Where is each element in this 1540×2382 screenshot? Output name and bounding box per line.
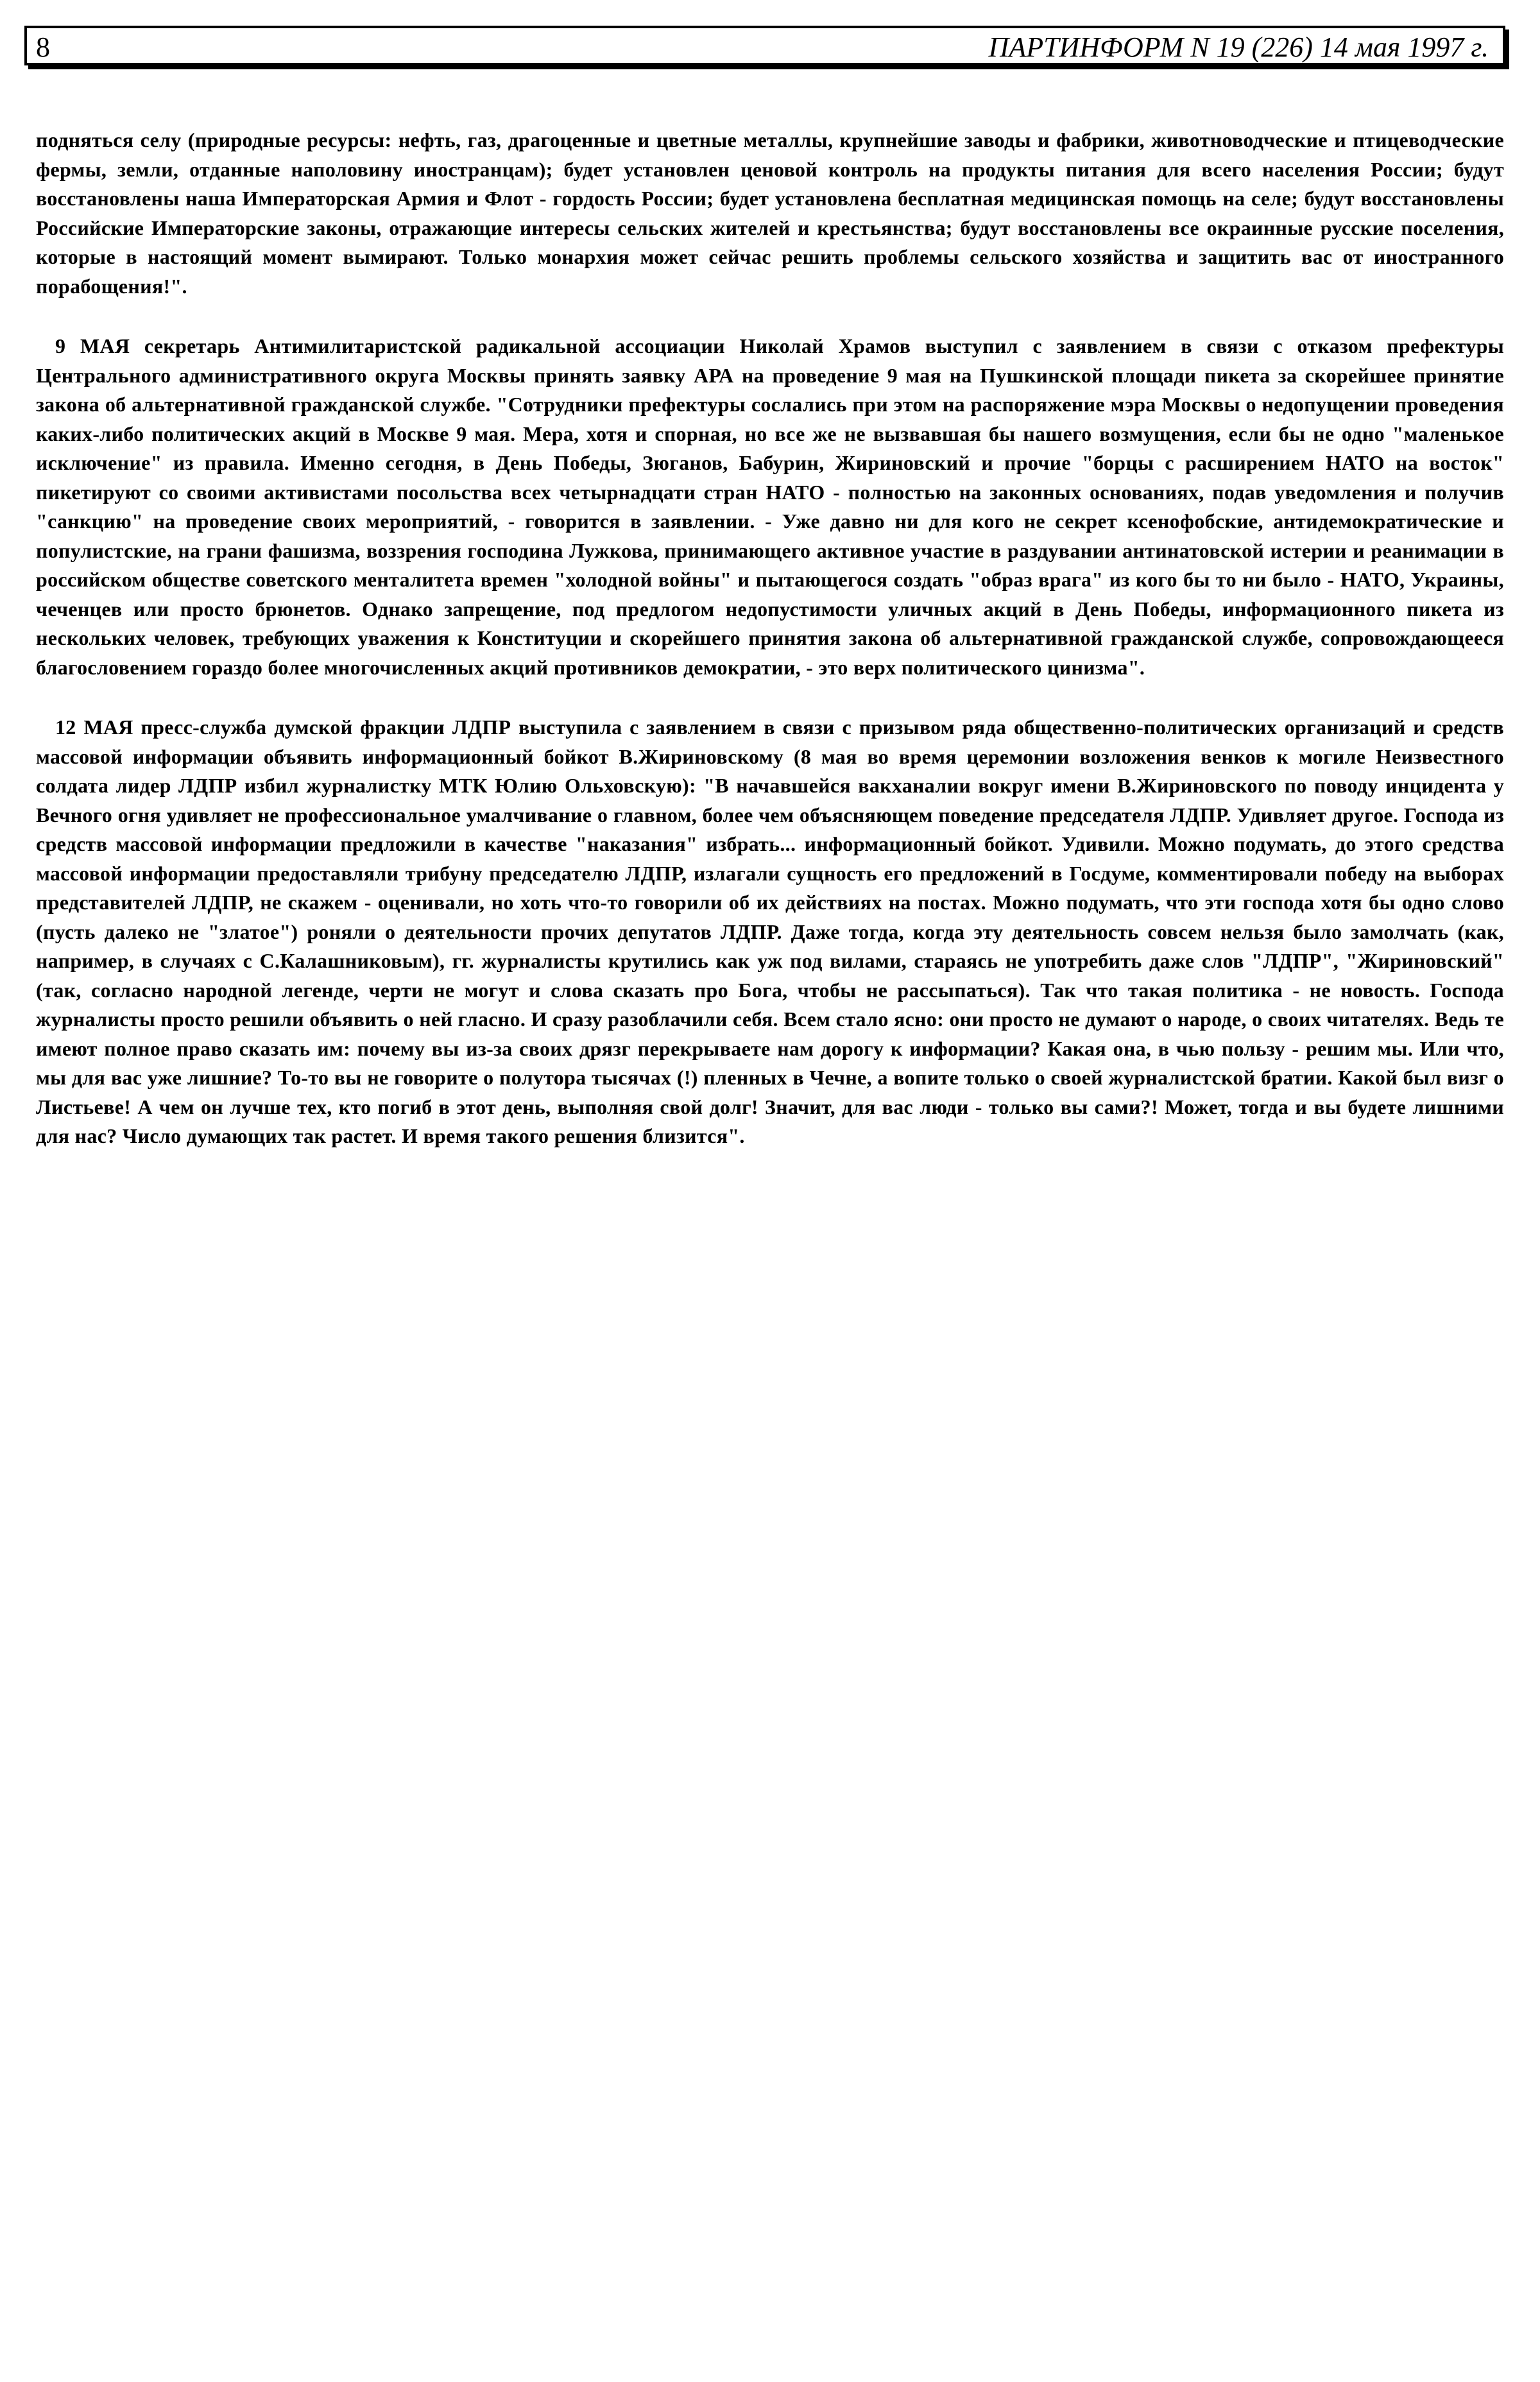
paragraph-may-12: 12 МАЯ пресс-служба думской фракции ЛДПР выступила с заявлением в связи с призывом ряда общественно-политических организаций и средств массовой информации объявить информационный бойкот В.Жириновскому (8 мая во время церемонии возложения венков к могиле Неизвестного солдата лидер ЛДПР избил журналистку МТК Юлию Ольховскую): "В начавшейся вакханалии вокруг имени В.Жириновского по поводу инцидента у Вечного огня удивляет не профессиональное умалчивание о главном, более чем объясняющем поведение председателя ЛДПР. Удивляет другое. Господа из средств массовой информации предложили в качестве "наказания" избрать... информационный бойкот. Удивили. Можно подумать, до этого средства массовой информации предоставляли трибуну председателю ЛДПР, излагали сущность его предложений в Госдуме, комментировали победу на выборах представителей ЛДПР, не скажем - оценивали, но хоть что-то говорили об их действиях на постах. Можно подумать, что эти господа хотя бы одно слово (пусть далеко не "златое") роняли о деятельности прочих депутатов ЛДПР. Даже тогда, когда эту деятельность совсем нельзя было замолчать (как, например, в случаях с С.Калашниковым), гг. журналисты крутились как уж под вилами, стараясь не употребить даже слов "ЛДПР", "Жириновский" (так, согласно народной легенде, черти не могут и слова сказать про Бога, чтобы не рассыпаться). Так что такая политика - не новость. Господа журналисты просто решили объявить о ней гласно. И сразу разоблачили себя. Всем стало ясно: они просто не думают о народе, о своих читателях. Ведь те имеют полное право сказать им: почему вы из-за своих дрязг перекрываете нам дорогу к информации? Какая она, в чью пользу - решим мы. Или что, мы для вас уже лишние? То-то вы не говорите о полутора тысячах (!) пленных в Чечне, а вопите только о своей журналистской братии. Какой был визг о Листьеве! А чем он лучше тех, кто погиб в этот день, выполняя свой долг! Значит, для вас люди - только вы сами?! Может, тогда и вы будете лишними для нас? Число думающих так растет. И время такого решения близится". [36,715,1504,1147]
paragraph-continuation: подняться селу (природные ресурсы: нефть, газ, драгоценные и цветные металлы, крупнейшие заводы и фабрики, животноводческие и птицеводческие фермы, земли, отданные наполовину иностранцам); будет установлен ценовой контроль на продукты питания для всего населения России; будут восстановлены наша Императорская Армия и Флот - гордость России; будет установлена бесплатная медицинская помощь на селе; будут восстановлены Российские Императорские законы, отражающие интересы сельских жителей и крестьянства; будут восстановлены все окраинные русские поселения, которые в настоящий момент вымирают. Только монархия может сейчас решить проблемы сельского хозяйства и защитить вас от иностранного порабощения!". [36,128,1504,298]
page-header [24,26,1505,65]
paragraph-may-9: 9 МАЯ секретарь Антимилитаристской радикальной ассоциации Николай Храмов выступил с заявлением в связи с отказом префектуры Центрального административного округа Москвы принять заявку АРА на проведение 9 мая на Пушкинской площади пикета за скорейшее принятие закона об альтернативной гражданской службе. "Сотрудники префектуры сослались при этом на распоряжение мэра Москвы о недопущении проведения каких-либо политических акций в Москве 9 мая. Мера, хотя и спорная, но все же не вызвавшая бы нашего возмущения, если бы не одно "маленькое исключение" из правила. Именно сегодня, в День Победы, Зюганов, Бабурин, Жириновский и прочие "борцы с расширением НАТО на восток" пикетируют со своими активистами посольства всех четырнадцати стран НАТО - полностью на законных основаниях, подав уведомления и получив "санкцию" на проведение своих мероприятий, - говорится в заявлении. - Уже давно ни для кого не секрет ксенофобские, антидемократические и популистские, на грани фашизма, воззрения господина Лужкова, принимающего активное участие в раздувании антинатовской истерии и реанимации в российском обществе советского менталитета времен "холодной войны" и пытающегося создать "образ врага" из кого бы то ни было - НАТО, Украины, чеченцев или просто брюнетов. Однако запрещение, под предлогом недопустимости уличных акций в День Победы, информационного пикета из нескольких человек, требующих уважения к Конституции и скорейшего принятия закона об альтернативной гражданской службе, сопровождающееся благословением гораздо более многочисленных акций противников демократии, - это верх политического цинизма". [36,334,1504,679]
issue-title: ПАРТИНФОРМ N 19 (226) 14 мая 1997 г. [988,31,1489,63]
article-body [36,126,1504,1182]
page-number: 8 [36,31,50,63]
